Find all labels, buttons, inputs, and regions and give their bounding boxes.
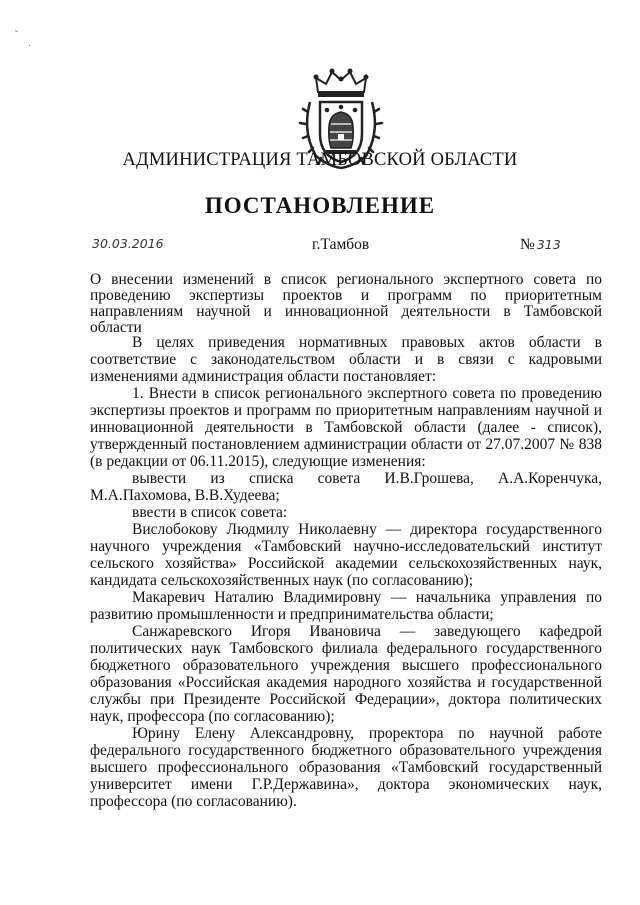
organization-name: АДМИНИСТРАЦИЯ ТАМБОВСКОЙ ОБЛАСТИ [122, 150, 518, 170]
document-number [520, 236, 561, 254]
member-paragraph: Вислобокову Людмилу Николаевну — директора государственного научного учреждения «Тамбовский научно-исследовательский институт сельского хозяйства» Российской академии сельскохозяйственных наук, кандидата сельскохозяйственных наук (по согласованию); [90, 521, 602, 589]
document-subject: О внесении изменений в список регионального экспертного совета по проведению экспертизы проектов и программ по приоритетным направлениям научной и инновационной деятельности в Тамбовской области [90, 271, 602, 336]
clause-paragraph: 1. Внести в список регионального экспертного совета по проведению экспертизы проектов и программ по приоритетным направлениям научной и инновационной деятельности в Тамбовской области (далее - список), утвержденный постановлением администрации области от 27.07.2007 № 838 (в редакции от 06.11.2015), следующие изменения: [90, 385, 602, 470]
addition-intro-paragraph: ввести в список совета: [132, 504, 288, 521]
removal-paragraph: вывести из списка совета И.В.Грошева, А.А.Коренчука, М.А.Пахомова, В.В.Худеева; [90, 470, 602, 504]
member-paragraph: Юрину Елену Александровну, проректора по научной работе федерального государственного бюджетного образовательного учреждения высшего профессионального образования «Тамбовский государственный университет имени Г.Р.Державина», доктора экономических наук, профессора (по согласованию). [90, 725, 602, 810]
document-body [90, 334, 602, 810]
document-type-title: ПОСТАНОВЛЕНИЕ [204, 193, 436, 218]
member-paragraph: Санжаревского Игоря Ивановича — заведующего кафедрой политических наук Тамбовского филиала федерального государственного бюджетного образовательного учреждения высшего профессионального образования «Российская академия народного хозяйства и государственной службы при Президенте Российской Федерации», доктора политических наук, профессора (по согласованию); [90, 623, 602, 725]
number-value: 313 [536, 237, 561, 252]
scan-mark: . [28, 38, 32, 49]
number-sign: № [520, 236, 535, 253]
document-date: 30.03.2016 [92, 236, 164, 251]
document-city: г.Тамбов [312, 236, 370, 253]
member-paragraph: Макаревич Наталию Владимировну — начальника управления по развитию промышленности и предпринимательства области; [90, 589, 602, 623]
preamble-paragraph: В целях приведения нормативных правовых актов области в соответствие с законодательством области и в связи с кадровыми изменениями администрация области постановляет: [90, 334, 602, 385]
scan-mark: ˇ [14, 30, 19, 41]
